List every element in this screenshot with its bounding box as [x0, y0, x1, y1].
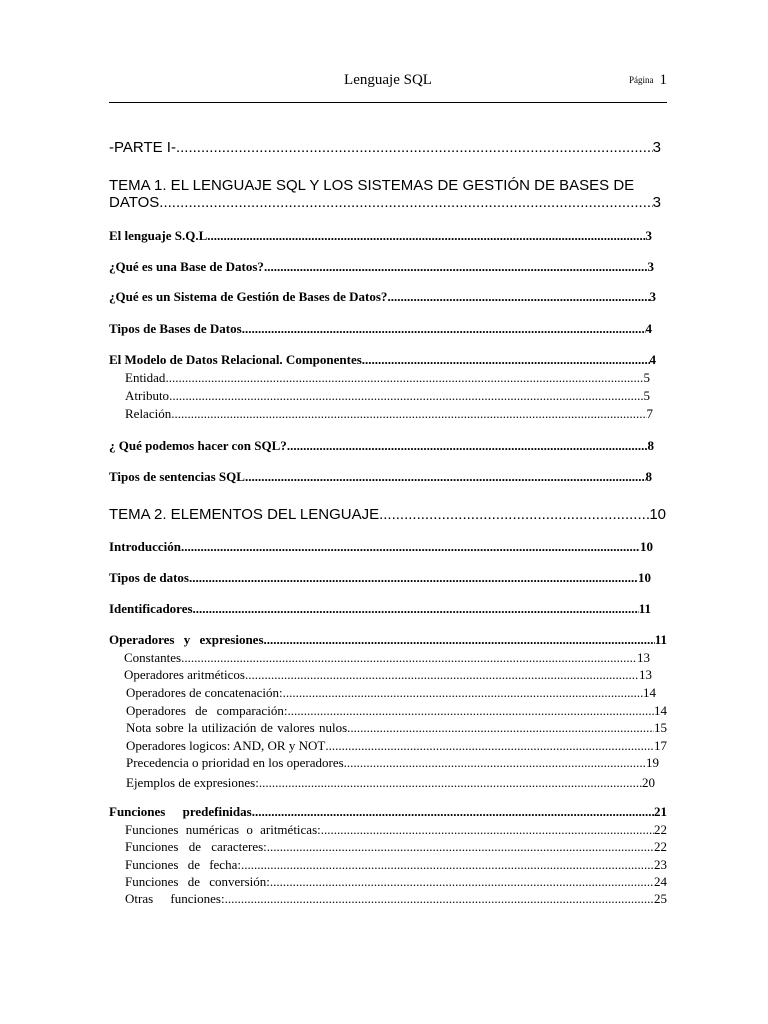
toc-entry-page: 10	[638, 570, 651, 585]
toc-entry-page: 8	[645, 469, 652, 484]
toc-entry-constantes[interactable]	[124, 650, 650, 666]
toc-entry-operadores-comparacion[interactable]	[126, 703, 667, 719]
toc-leader	[225, 891, 654, 907]
toc-leader	[165, 370, 643, 386]
toc-entry-funciones-conversion[interactable]	[125, 874, 667, 890]
toc-entry-title: Funciones de fecha:	[125, 857, 241, 872]
page-label: Página	[629, 75, 654, 85]
toc-entry-page: 3	[645, 228, 652, 243]
toc-leader	[379, 506, 649, 523]
toc-leader	[159, 194, 652, 211]
toc-leader	[245, 667, 639, 683]
toc-entry-title: Precedencia o prioridad en los operadores	[126, 755, 344, 770]
toc-entry-page: 15	[654, 720, 667, 735]
toc-leader	[325, 738, 654, 754]
toc-entry-page: 8	[647, 438, 654, 453]
toc-entry-page: 17	[654, 738, 667, 753]
toc-entry-ejemplos-expresiones[interactable]	[126, 775, 655, 791]
toc-entry-page: 7	[646, 406, 653, 421]
toc-entry-page: 10	[649, 506, 666, 523]
toc-entry-page: 3	[652, 194, 661, 211]
toc-leader	[287, 438, 648, 454]
page-header	[109, 72, 667, 92]
toc-entry-title: ¿ Qué podemos hacer con SQL?	[109, 438, 287, 453]
toc-entry-title: Tipos de sentencias SQL	[109, 469, 245, 484]
toc-entry-valores-nulos[interactable]	[126, 720, 667, 736]
toc-entry-page: 24	[654, 874, 667, 889]
toc-entry-tema-2[interactable]	[109, 506, 666, 523]
toc-entry-title: Relación	[125, 406, 172, 421]
toc-leader	[207, 228, 645, 244]
toc-entry-title: El lenguaje S.Q.L	[109, 228, 208, 243]
toc-entry-operadores-concatenacion[interactable]	[126, 685, 656, 701]
toc-leader	[193, 601, 639, 617]
toc-entry-title: Operadores aritméticos	[124, 667, 245, 682]
toc-entry-funciones-caracteres[interactable]	[125, 839, 667, 855]
toc-entry-page: 22	[654, 839, 667, 854]
toc-entry-page: 4	[645, 321, 652, 336]
toc-entry-title: Introducción	[109, 539, 181, 554]
toc-entry-otras-funciones[interactable]	[125, 891, 667, 907]
toc-leader	[259, 775, 642, 791]
toc-entry-tipos-sentencias[interactable]	[109, 469, 652, 485]
toc-entry-title: Operadores de comparación:	[126, 703, 288, 718]
toc-entry-title-cont: DATOS	[109, 194, 160, 211]
toc-entry-introduccion[interactable]	[109, 539, 653, 555]
toc-entry-title: Atributo	[125, 388, 170, 403]
toc-leader	[270, 874, 654, 890]
toc-entry-tema-1[interactable]	[109, 177, 667, 211]
page-indicator	[629, 72, 667, 89]
toc-entry-page: 23	[654, 857, 667, 872]
toc-entry-page: 3	[652, 139, 661, 156]
header-rule	[109, 102, 667, 103]
toc-entry-identificadores[interactable]	[109, 601, 651, 617]
toc-entry-page: 14	[643, 685, 656, 700]
toc-leader	[344, 755, 646, 771]
toc-entry-page: 14	[654, 703, 667, 718]
page-number: 1	[659, 72, 667, 88]
toc-entry-atributo[interactable]	[125, 388, 650, 404]
toc-entry-lenguaje-sql[interactable]	[109, 228, 652, 244]
toc-entry-title: Funciones numéricas o aritméticas:	[125, 822, 321, 837]
toc-entry-title: Operadores de concatenación:	[126, 685, 283, 700]
toc-leader	[264, 632, 655, 648]
toc-entry-page: 20	[642, 775, 655, 790]
toc-entry-title: El Modelo de Datos Relacional. Componentes.	[109, 352, 366, 367]
toc-leader	[283, 685, 643, 701]
toc-entry-operadores-aritmeticos[interactable]	[124, 667, 652, 683]
toc-entry-title: Otras funciones:	[125, 891, 225, 906]
toc-entry-page: 3	[647, 259, 654, 274]
toc-entry-title: TEMA 1. EL LENGUAJE SQL Y LOS SISTEMAS DE GESTIÓN DE BASES DE	[109, 177, 635, 194]
toc-leader	[365, 352, 649, 368]
toc-entry-page: 21	[654, 804, 667, 819]
toc-entry-page: 19	[646, 755, 659, 770]
toc-entry-parte-i[interactable]	[109, 139, 661, 156]
toc-entry-line	[109, 194, 661, 211]
toc-entry-page: 5	[643, 370, 650, 385]
toc-entry-page: 3	[649, 289, 656, 304]
toc-entry-title: Nota sobre la utilización de valores nulos	[126, 720, 348, 735]
toc-entry-title: Operadores logicos: AND, OR y NOT	[126, 738, 326, 753]
toc-entry-operadores-expresiones[interactable]	[109, 632, 667, 648]
toc-entry-page: 25	[654, 891, 667, 906]
toc-entry-title: Identificadores	[109, 601, 193, 616]
toc-entry-sgbd[interactable]	[109, 289, 656, 305]
toc-entry-page: 13	[639, 667, 652, 682]
document-title: Lenguaje SQL	[344, 72, 432, 88]
toc-entry-title: Entidad	[125, 370, 166, 385]
toc-leader	[347, 720, 654, 736]
toc-entry-page: 13	[637, 650, 650, 665]
toc-entry-page: 22	[654, 822, 667, 837]
toc-entry-page: 4	[649, 352, 656, 367]
toc-leader	[241, 857, 654, 873]
toc-entry-page: 11	[654, 632, 667, 647]
toc-leader	[176, 139, 653, 156]
toc-leader	[171, 406, 646, 422]
toc-entry-title: TEMA 2. ELEMENTOS DEL LENGUAJE	[109, 506, 380, 523]
toc-leader	[245, 469, 646, 485]
toc-entry-modelo-relacional[interactable]	[109, 352, 656, 368]
toc-entry-relacion[interactable]	[125, 406, 653, 422]
toc-entry-page: 11	[638, 601, 651, 616]
toc-leader	[189, 570, 638, 586]
toc-entry-funciones-predefinidas[interactable]	[109, 804, 667, 820]
toc-entry-tipos-bases[interactable]	[109, 321, 652, 337]
toc-entry-tipos-datos[interactable]	[109, 570, 651, 586]
toc-entry-que-hacer-sql[interactable]	[109, 438, 654, 454]
toc-leader	[181, 650, 637, 666]
toc-leader	[287, 703, 654, 719]
toc-leader	[387, 289, 649, 305]
toc-entry-operadores-logicos[interactable]	[126, 738, 667, 754]
toc-entry-page: 10	[640, 539, 653, 554]
toc-entry-title: Funciones predefinidas	[109, 804, 252, 819]
toc-leader	[252, 804, 654, 820]
toc-entry-title: Constantes	[124, 650, 182, 665]
toc-entry-funciones-numericas[interactable]	[125, 822, 667, 838]
toc-entry-title: ¿Qué es un Sistema de Gestión de Bases de Datos?	[109, 289, 388, 304]
toc-leader	[321, 822, 654, 838]
toc-leader	[242, 321, 646, 337]
toc-entry-page: 5	[643, 388, 650, 403]
toc-entry-title: Ejemplos de expresiones:	[126, 775, 259, 790]
toc-leader	[169, 388, 643, 404]
toc-leader	[181, 539, 640, 555]
toc-entry-title: Tipos de datos	[109, 570, 189, 585]
toc-entry-title: Funciones de conversión:	[125, 874, 270, 889]
toc-entry-title: -PARTE I-	[109, 139, 176, 156]
toc-entry-title: Funciones de caracteres:	[125, 839, 267, 854]
toc-entry-entidad[interactable]	[125, 370, 650, 386]
toc-leader	[267, 839, 654, 855]
toc-entry-funciones-fecha[interactable]	[125, 857, 667, 873]
toc-entry-title: ¿Qué es una Base de Datos?	[109, 259, 264, 274]
toc-entry-title: Operadores y expresiones	[109, 632, 264, 647]
toc-entry-title: Tipos de Bases de Datos	[109, 321, 242, 336]
toc-entry-base-datos[interactable]	[109, 259, 654, 275]
toc-entry-precedencia[interactable]	[126, 755, 659, 771]
toc-leader	[264, 259, 648, 275]
